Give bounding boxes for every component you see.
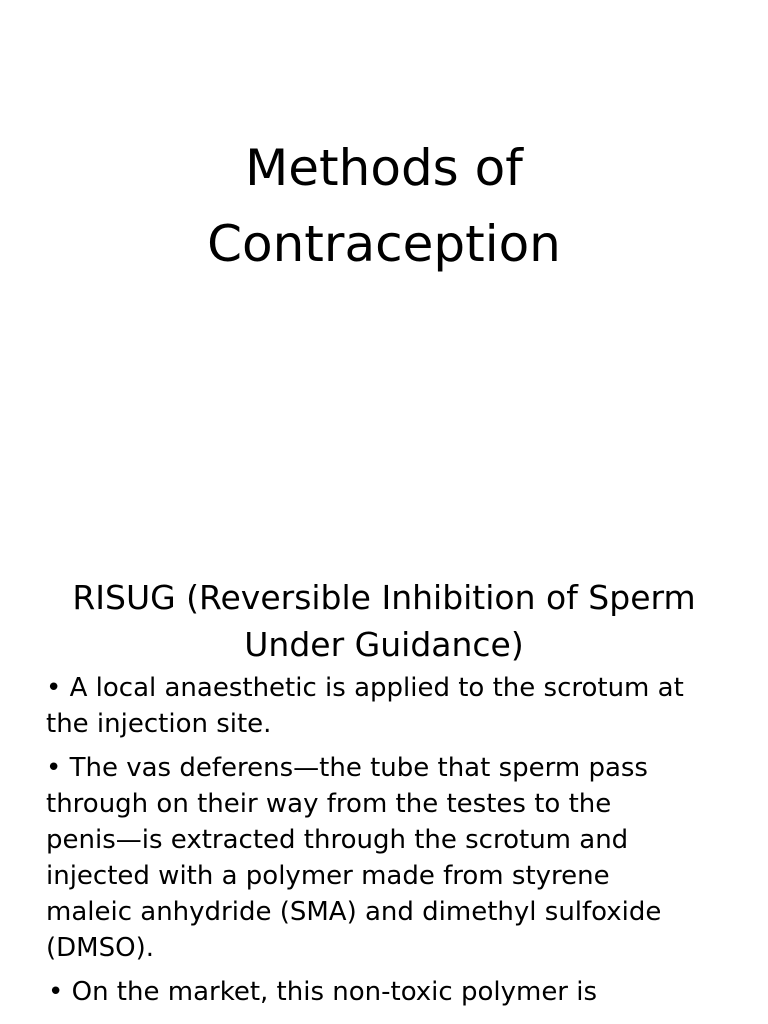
slide-title-line: Methods of bbox=[245, 139, 523, 197]
section-heading bbox=[30, 574, 738, 668]
bullet-list bbox=[46, 670, 746, 1018]
bullet-line: the injection site. bbox=[46, 709, 272, 739]
bullet-line: injected with a polymer made from styrene bbox=[46, 861, 610, 891]
bullet-line: through on their way from the testes to the bbox=[46, 789, 612, 819]
section-heading-line: RISUG (Reversible Inhibition of Sperm bbox=[72, 578, 696, 617]
bullet-line: • The vas deferens—the tube that sperm pass bbox=[46, 753, 648, 783]
bullet-line: maleic anhydride (SMA) and dimethyl sulfoxide bbox=[46, 897, 662, 927]
bullet-line: (DMSO). bbox=[46, 933, 154, 963]
section-heading-line: Under Guidance) bbox=[244, 625, 524, 664]
slide-title bbox=[0, 130, 768, 282]
slide-title-line: Contraception bbox=[207, 215, 561, 273]
bullet-item bbox=[48, 974, 746, 1010]
bullet-item bbox=[46, 750, 746, 966]
bullet-line: • A local anaesthetic is applied to the scrotum at bbox=[46, 673, 684, 703]
bullet-line: • On the market, this non-toxic polymer is bbox=[48, 977, 598, 1007]
bullet-item bbox=[46, 670, 746, 742]
bullet-line: penis—is extracted through the scrotum and bbox=[46, 825, 629, 855]
